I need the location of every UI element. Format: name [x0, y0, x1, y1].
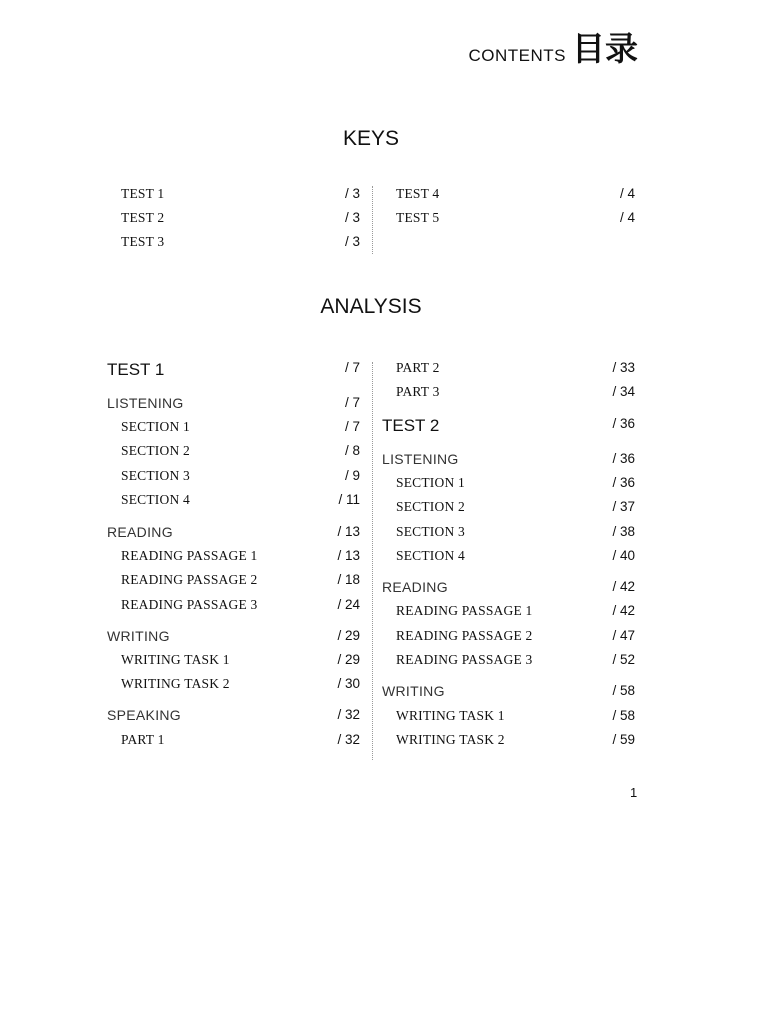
- toc-entry-label: WRITING TASK 2: [396, 732, 505, 747]
- toc-entry[interactable]: [382, 360, 635, 380]
- toc-entry-page: / 13: [337, 548, 360, 563]
- toc-entry-label: WRITING TASK 1: [396, 708, 505, 723]
- toc-entry-label: READING: [382, 579, 448, 595]
- toc-entry[interactable]: [107, 732, 360, 752]
- toc-entry-page: / 29: [337, 628, 360, 643]
- toc-entry[interactable]: [382, 499, 635, 519]
- toc-entry[interactable]: [382, 416, 635, 436]
- toc-entry-label: TEST 3: [121, 234, 165, 249]
- toc-entry[interactable]: [107, 548, 360, 568]
- analysis-left-column: [107, 360, 360, 760]
- toc-entry-page: / 8: [344, 443, 360, 458]
- toc-entry-page: / 40: [612, 548, 635, 563]
- toc-entry-page: / 32: [337, 707, 360, 722]
- toc-entry-label: READING: [107, 524, 173, 540]
- toc-entry[interactable]: [107, 395, 360, 415]
- toc-entry-label: WRITING TASK 2: [121, 676, 230, 691]
- toc-entry-page: / 30: [337, 676, 360, 691]
- toc-entry-page: / 24: [337, 597, 360, 612]
- toc-entry-label: PART 2: [396, 360, 440, 375]
- toc-entry[interactable]: [107, 234, 360, 254]
- toc-entry[interactable]: [107, 597, 360, 617]
- toc-entry[interactable]: [382, 732, 635, 752]
- toc-entry-label: READING PASSAGE 1: [396, 603, 533, 618]
- toc-entry-label: SECTION 4: [396, 548, 465, 563]
- toc-entry-label: SECTION 1: [396, 475, 465, 490]
- toc-entry[interactable]: [382, 186, 635, 206]
- toc-entry-page: / 13: [337, 524, 360, 539]
- keys-title: KEYS: [342, 127, 400, 150]
- toc-entry-label: READING PASSAGE 1: [121, 548, 258, 563]
- toc-entry-label: PART 3: [396, 384, 440, 399]
- toc-entry-page: / 58: [612, 708, 635, 723]
- toc-entry-page: / 33: [612, 360, 635, 375]
- contents-header: [469, 30, 639, 68]
- toc-entry[interactable]: [107, 652, 360, 672]
- toc-entry-page: / 4: [619, 210, 635, 225]
- toc-entry-label: WRITING TASK 1: [121, 652, 230, 667]
- toc-entry[interactable]: [107, 492, 360, 512]
- toc-entry-page: / 37: [612, 499, 635, 514]
- toc-entry-page: / 9: [344, 468, 360, 483]
- analysis-title: ANALYSIS: [320, 295, 422, 318]
- toc-entry-page: / 36: [612, 451, 635, 466]
- keys-right-column: [382, 186, 635, 236]
- toc-entry[interactable]: [382, 579, 635, 599]
- contents-title-zh: 目录: [572, 29, 638, 68]
- toc-entry-page: / 36: [612, 416, 635, 431]
- toc-entry-label: WRITING: [107, 628, 170, 644]
- toc-entry[interactable]: [107, 443, 360, 463]
- toc-entry[interactable]: [382, 384, 635, 404]
- toc-entry-label: TEST 2: [121, 210, 165, 225]
- toc-entry-page: / 38: [612, 524, 635, 539]
- toc-entry-page: / 7: [344, 360, 360, 375]
- toc-entry-page: / 58: [612, 683, 635, 698]
- toc-entry[interactable]: [382, 548, 635, 568]
- toc-entry[interactable]: [107, 572, 360, 592]
- toc-entry-page: / 59: [612, 732, 635, 747]
- toc-entry[interactable]: [382, 628, 635, 648]
- toc-entry-label: SECTION 2: [121, 443, 190, 458]
- toc-entry[interactable]: [107, 524, 360, 544]
- toc-entry-page: / 3: [344, 234, 360, 249]
- analysis-right-column: [382, 360, 635, 760]
- toc-entry[interactable]: [107, 210, 360, 230]
- toc-entry-page: / 3: [344, 186, 360, 201]
- toc-entry[interactable]: [107, 419, 360, 439]
- keys-left-column: [107, 186, 360, 256]
- toc-entry[interactable]: [382, 708, 635, 728]
- toc-entry-label: TEST 4: [396, 186, 440, 201]
- toc-entry[interactable]: [382, 475, 635, 495]
- toc-entry-page: / 42: [612, 579, 635, 594]
- toc-entry[interactable]: [382, 603, 635, 623]
- toc-entry-page: / 11: [338, 492, 360, 507]
- toc-entry-page: / 42: [612, 603, 635, 618]
- toc-entry-label: SPEAKING: [107, 707, 181, 723]
- toc-entry-page: / 7: [344, 419, 360, 434]
- toc-entry-label: TEST 1: [121, 186, 165, 201]
- toc-entry-label: READING PASSAGE 2: [396, 628, 533, 643]
- toc-entry-label: TEST 2: [382, 416, 440, 435]
- toc-entry-page: / 29: [337, 652, 360, 667]
- toc-entry-page: / 4: [619, 186, 635, 201]
- toc-entry[interactable]: [382, 683, 635, 703]
- toc-entry[interactable]: [107, 707, 360, 727]
- toc-entry-label: SECTION 4: [121, 492, 190, 507]
- toc-entry-page: / 32: [337, 732, 360, 747]
- page-number: 1: [630, 785, 638, 800]
- toc-entry-page: / 18: [337, 572, 360, 587]
- toc-entry-page: / 3: [344, 210, 360, 225]
- toc-entry[interactable]: [382, 652, 635, 672]
- keys-column-divider: [372, 186, 373, 254]
- toc-entry-label: SECTION 1: [121, 419, 190, 434]
- toc-entry-label: SECTION 2: [396, 499, 465, 514]
- analysis-column-divider: [372, 362, 373, 760]
- toc-entry-page: / 52: [612, 652, 635, 667]
- toc-entry-label: READING PASSAGE 2: [121, 572, 258, 587]
- toc-entry[interactable]: [382, 524, 635, 544]
- toc-entry-label: WRITING: [382, 683, 445, 699]
- toc-entry-label: LISTENING: [107, 395, 184, 411]
- toc-entry[interactable]: [107, 628, 360, 648]
- toc-entry-label: LISTENING: [382, 451, 459, 467]
- contents-title-en: CONTENTS: [468, 46, 566, 65]
- toc-entry-page: / 47: [612, 628, 635, 643]
- toc-entry-label: SECTION 3: [396, 524, 465, 539]
- toc-entry[interactable]: [382, 210, 635, 230]
- toc-entry-page: / 34: [612, 384, 635, 399]
- toc-entry-label: PART 1: [121, 732, 165, 747]
- toc-entry[interactable]: [382, 451, 635, 471]
- toc-entry[interactable]: [107, 360, 360, 380]
- toc-entry-label: SECTION 3: [121, 468, 190, 483]
- toc-entry-label: TEST 5: [396, 210, 440, 225]
- toc-entry[interactable]: [107, 186, 360, 206]
- toc-entry-label: READING PASSAGE 3: [396, 652, 533, 667]
- toc-entry-page: / 36: [612, 475, 635, 490]
- toc-entry[interactable]: [107, 468, 360, 488]
- toc-entry-label: READING PASSAGE 3: [121, 597, 258, 612]
- toc-entry[interactable]: [107, 676, 360, 696]
- toc-entry-page: / 7: [344, 395, 360, 410]
- toc-entry-label: TEST 1: [107, 360, 165, 379]
